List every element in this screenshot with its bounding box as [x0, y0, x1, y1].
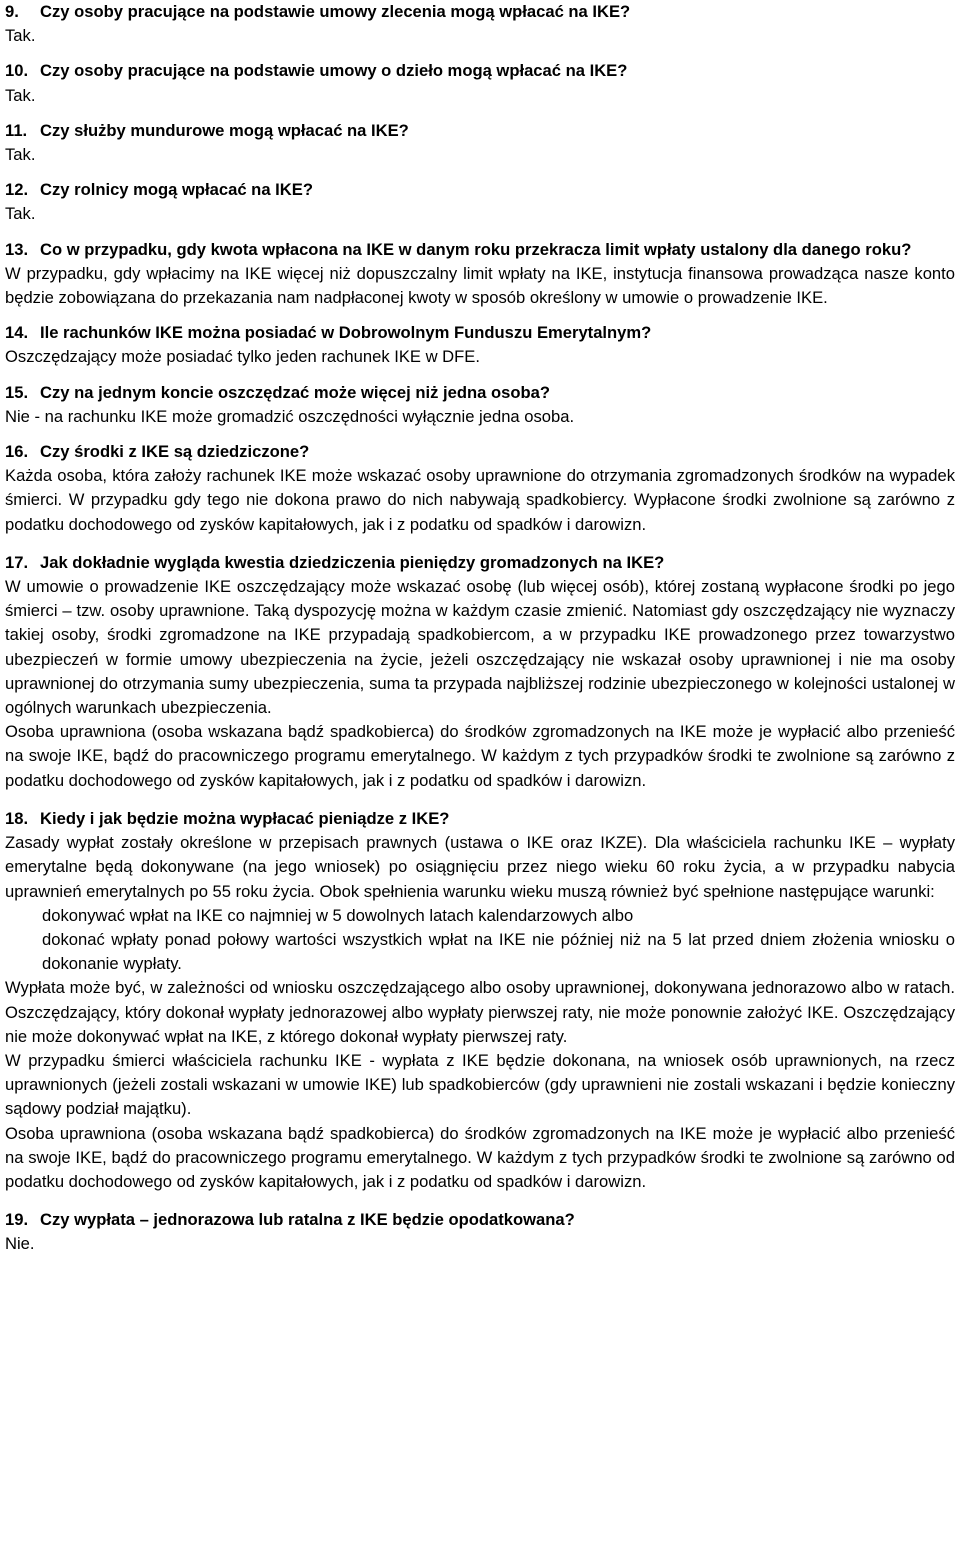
faq-item-11	[5, 119, 955, 167]
question-heading	[5, 119, 955, 143]
answer-paragraph: Osoba uprawniona (osoba wskazana bądź spadkobierca) do środków zgromadzonych na IKE może je wypłacić albo przenieść na swoje IKE, bądź do pracowniczego programu emerytalnego. W każdym z tych przypadków środki te zwolnione są zarówno z podatku dochodowego od zysków kapitałowych, jak i z podatku od spadków i darowizn.	[5, 722, 955, 790]
question-text: Czy wypłata – jednorazowa lub ratalna z IKE będzie opodatkowana?	[40, 1210, 575, 1230]
question-heading	[5, 440, 955, 464]
question-text: Czy rolnicy mogą wpłacać na IKE?	[40, 180, 313, 200]
question-heading	[5, 238, 955, 262]
question-number: 12.	[5, 180, 29, 200]
question-number: 11.	[5, 120, 28, 140]
faq-item-14	[5, 321, 955, 369]
question-text: Czy służby mundurowe mogą wpłacać na IKE?	[40, 120, 409, 140]
faq-item-13	[5, 238, 955, 311]
faq-item-19	[5, 1208, 955, 1256]
question-number: 17.	[5, 552, 29, 572]
faq-item-18	[5, 807, 955, 1194]
faq-item-9	[5, 0, 955, 48]
condition-item: dokonać wpłaty ponad połowy wartości wszystkich wpłat na IKE nie później niż na 5 lat przed dniem złożenia wniosku o dokonanie wypłaty.	[42, 929, 955, 974]
answer-paragraph: W umowie o prowadzenie IKE oszczędzający może wskazać osobę (lub więcej osób), której zostaną wypłacone środki po jego śmierci – tzw. osoby uprawnione. Taką dyspozycję można w każdym czasie zmienić. Natomiast gdy oszczędzający nie wyznaczy takiej osoby, środki zgromadzone na IKE przypadają spadkobiercom, a w przypadku IKE prowadzonego przez towarzystwo ubezpieczeń w formie umowy ubezpieczenia na życie, jeżeli oszczędzający nie wskazał osoby uprawnionej i nie ma osoby uprawnionej do otrzymania sumy ubezpieczenia, suma ta przypada najbliższej rodzinie ubezpieczonego w kolejności ustalonej w ogólnych warunkach ubezpieczenia.	[5, 577, 955, 718]
answer-text: Tak.	[5, 85, 36, 105]
answer-paragraph: Osoba uprawniona (osoba wskazana bądź spadkobierca) do środków zgromadzonych na IKE może je wypłacić albo przenieść na swoje IKE, bądź do pracowniczego programu emerytalnego. W każdym z tych przypadków środki te zwolnione są zarówno od podatku dochodowego od zysków kapitałowych, jak i z podatku od spadków i darowizn.	[5, 1123, 955, 1191]
question-number: 9.	[5, 2, 19, 21]
question-text: Kiedy i jak będzie można wypłacać pieniądze z IKE?	[40, 808, 450, 828]
answer-text: Oszczędzający może posiadać tylko jeden rachunek IKE w DFE.	[5, 347, 480, 367]
question-heading	[5, 1208, 955, 1232]
answer-text: Nie - na rachunku IKE może gromadzić oszczędności wyłącznie jedna osoba.	[5, 406, 575, 426]
question-text: Czy środki z IKE są dziedziczone?	[40, 442, 310, 462]
faq-item-17	[5, 551, 955, 793]
question-number: 19.	[5, 1210, 29, 1230]
question-text: Czy osoby pracujące na podstawie umowy zlecenia mogą wpłacać na IKE?	[40, 2, 631, 21]
question-text: Czy osoby pracujące na podstawie umowy o dzieło mogą wpłacać na IKE?	[40, 61, 628, 81]
answer-text: Każda osoba, która założy rachunek IKE może wskazać osoby uprawnione do otrzymania zgromadzonych środków na wypadek śmierci. W przypadku gdy tego nie dokona prawo do nich nabywają spadkobiercy. Wypłacone środki zwolnione są zarówno z podatku dochodowego od zysków kapitałowych, jak i z podatku od spadków i darowizn.	[5, 466, 955, 534]
condition-item: dokonywać wpłat na IKE co najmniej w 5 dowolnych latach kalendarzowych albo	[42, 905, 634, 925]
faq-item-15	[5, 381, 955, 429]
faq-item-16	[5, 440, 955, 537]
answer-text: Tak.	[5, 204, 36, 224]
question-heading	[5, 381, 955, 405]
question-heading	[5, 59, 955, 83]
question-number: 15.	[5, 382, 29, 402]
question-number: 16.	[5, 442, 29, 462]
question-text: Ile rachunków IKE można posiadać w Dobrowolnym Funduszu Emerytalnym?	[40, 323, 652, 343]
question-text: Czy na jednym koncie oszczędzać może więcej niż jedna osoba?	[40, 382, 550, 402]
question-number: 18.	[5, 808, 29, 828]
question-heading	[5, 0, 955, 24]
answer-paragraph: Wypłata może być, w zależności od wniosku oszczędzającego albo osoby uprawnionej, dokonywana jednorazowo albo w ratach. Oszczędzający, który dokonał wypłaty jednorazowej albo wypłaty pierwszej raty, nie może ponownie założyć IKE. Oszczędzający nie może dokonywać wpłat na IKE, z którego dokonał wypłaty pierwszej raty.	[5, 978, 955, 1046]
question-number: 14.	[5, 323, 29, 343]
question-heading	[5, 178, 955, 202]
answer-text: W przypadku, gdy wpłacimy na IKE więcej niż dopuszczalny limit wpłaty na IKE, instytucja finansowa prowadząca nasze konto będzie zobowiązana do przekazania nam nadpłaconej kwoty w sposób określony w umowie o prowadzenie IKE.	[5, 263, 955, 308]
question-text: Jak dokładnie wygląda kwestia dziedziczenia pieniędzy gromadzonych na IKE?	[40, 552, 665, 572]
question-number: 13.	[5, 239, 29, 259]
question-heading	[5, 321, 955, 345]
answer-paragraph: W przypadku śmierci właściciela rachunku IKE - wypłata z IKE będzie dokonana, na wniosek osób uprawnionych, na rzecz uprawnionych (jeżeli zostali wskazani w umowie IKE) lub spadkobierców (gdy uprawnieni nie zostali wskazani i będzie konieczny sądowy podział majątku).	[5, 1050, 955, 1119]
faq-item-12	[5, 178, 955, 226]
answer-text: Tak.	[5, 145, 36, 165]
question-heading	[5, 807, 955, 831]
answer-paragraph: Zasady wypłat zostały określone w przepisach prawnych (ustawa o IKE oraz IKZE). Dla właściciela rachunku IKE – wypłaty emerytalne będą dokonywane (na jego wniosek) po osiągnięciu przez niego wieku 60 roku życia, a w przypadku nabycia uprawnień emerytalnych po 55 roku życia. Obok spełnienia warunku wieku muszą również być spełnione następujące warunki:	[5, 833, 955, 901]
faq-item-10	[5, 59, 955, 107]
question-number: 10.	[5, 61, 29, 81]
question-text: Co w przypadku, gdy kwota wpłacona na IKE w danym roku przekracza limit wpłaty ustalony dla danego roku?	[40, 239, 912, 259]
answer-text: Tak.	[5, 26, 36, 46]
question-heading	[5, 551, 955, 575]
answer-text: Nie.	[5, 1234, 35, 1254]
